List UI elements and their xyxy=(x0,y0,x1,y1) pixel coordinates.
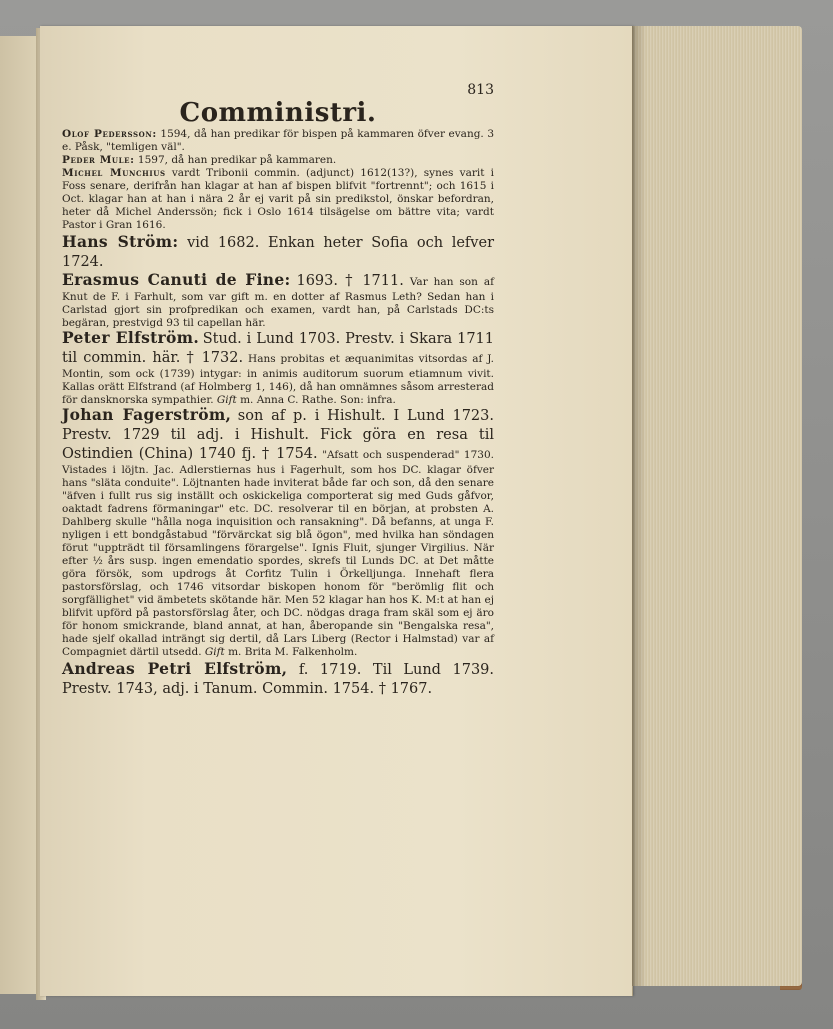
entry-name: Erasmus Canuti de Fine: xyxy=(62,270,291,289)
entry-andreas-elfstrom xyxy=(62,659,494,699)
entry-lead: son af p. i Hishult. I Lund 1723. Prestv. 1729 til adj. i Hishult. Fick göra en resa til Ostindien (China) 1740 fj. † 1754. xyxy=(62,408,494,462)
entry-name: Hans Ström: xyxy=(62,232,179,251)
entry-text: vid 1682. Enkan heter Sofia och lefver 1724. xyxy=(62,235,494,270)
entry-gift: Gift xyxy=(204,646,225,658)
entry-hans-strom xyxy=(62,232,494,272)
entry-lead: Stud. i Lund 1703. Prestv. i Skara 1711 til commin. här. † 1732. xyxy=(62,331,494,366)
entry-text: Hans probitas et æquanimitas vitsordas af J. Montin, som ock (1739) intygar: in animis auditorum suorum etiamnum vivit. Kallas orätt Elfstrand (af Holmberg 1, 146), då han omnämnes såsom arresterad för dansknorska sympathier. xyxy=(62,353,495,406)
entry-erasmus-canuti xyxy=(62,272,494,330)
entry-peder-mule xyxy=(62,154,494,167)
entry-tail: m. Brita M. Falkenholm. xyxy=(228,646,358,658)
entry-name: Olof Pedersson: xyxy=(62,128,157,140)
entry-peter-elfstrom xyxy=(62,330,494,407)
page-shadow xyxy=(632,26,646,986)
entry-tail: m. Anna C. Rathe. Son: infra. xyxy=(240,394,396,406)
page-text-block xyxy=(62,82,494,699)
entry-text: 1594, då han predikar för bispen på kammaren öfver evang. 3 e. Påsk, "temligen väl". xyxy=(62,128,495,153)
entry-johan-fagerstrom xyxy=(62,407,494,659)
entry-name: Peder Mule: xyxy=(62,154,135,166)
entry-lead: 1693. † 1711. xyxy=(296,273,404,289)
entry-olof-pedersson xyxy=(62,128,494,154)
entry-text: "Afsatt och suspenderad" 1730. Vistades i löjtn. Jac. Adlerstiernas hus i Fagerhult, som hos DC. klagar öfver hans "släta conduite". Löjtnanten hade inviterat både far och son, då den senare "äfven i fullt rus sig inställt och oskickeliga comporterat sig med Guds gåfvor, oaktadt fadrens förmaningar" etc. DC. resolverar til en början, at probsten A. Dahlberg skulle "hålla noga inquisition och ransakning". Då befanns, at unga F. nyligen i ett bondgåstabud "förvärckat sig blå ögon", med hvilka han söndagen förut "uppträdt til församlingens förargelse". Ignis Fluit, sjunger Virgilius. När efter ½ års susp. ingen emendatio spordes, skrefs til Lunds DC. at Det måtte göra försök, som updrogs åt Corfitz Tulin i Örkelljunga. Innehaft flera pastorsförslag, och 1746 vitsordar biskopen honom för "berömlig flit och sorgfällighet" vid ämbetets skötande här. Men 52 klagar han hos K. M:t at han ej blifvit upförd på pastorsförslag åter, och DC. nödgas draga fram skäl som ej äro för honom smickrande, bland annat, at han, åberopande sin "Bengalska resa", hade sjelf okallad inträngt sig dertil, då Lars Liberg (Rector i Halmstad) var af Compagniet därtil utsedd. xyxy=(62,449,494,658)
entry-text: 1597, då han predikar på kammaren. xyxy=(137,154,337,166)
entry-name: Peter Elfström. xyxy=(62,328,200,347)
entry-name: Johan Fagerström, xyxy=(62,405,232,424)
entry-michel-munchius xyxy=(62,167,494,232)
entry-gift: Gift xyxy=(216,394,237,406)
section-heading: Comministri. xyxy=(179,98,377,128)
entry-text: vardt Tribonii commin. (adjunct) 1612(13?), synes varit i Foss senare, derifrån han klagar at han af bispen blifvit "fortrennt"; och 1615 i Oct. klagar han at han i nära 2 år ej varit på sin predikstol, önskar befordran, heter då Michel Anderssön; fick i Oslo 1614 tilsägelse om bättre vita; vardt Pastor i Gran 1616. xyxy=(62,167,494,231)
page-stack-edges xyxy=(632,26,802,986)
entry-name: Andreas Petri Elfström, xyxy=(62,659,288,678)
entry-name: Michel Munchius xyxy=(62,167,166,179)
entry-text: Var han son af Knut de F. i Farhult, som var gift m. en dotter af Rasmus Leth? Sedan han i Carlstad gjort sin profpredikan och examen, vardt han, på Carlstads DC:ts begäran, prestvigd 93 til capellan här. xyxy=(62,276,494,329)
page-number: 813 xyxy=(467,82,494,98)
entry-lead: f. 1719. Til Lund 1739. Prestv. 1743, adj. i Tanum. Commin. 1754. † 1767. xyxy=(62,662,495,697)
